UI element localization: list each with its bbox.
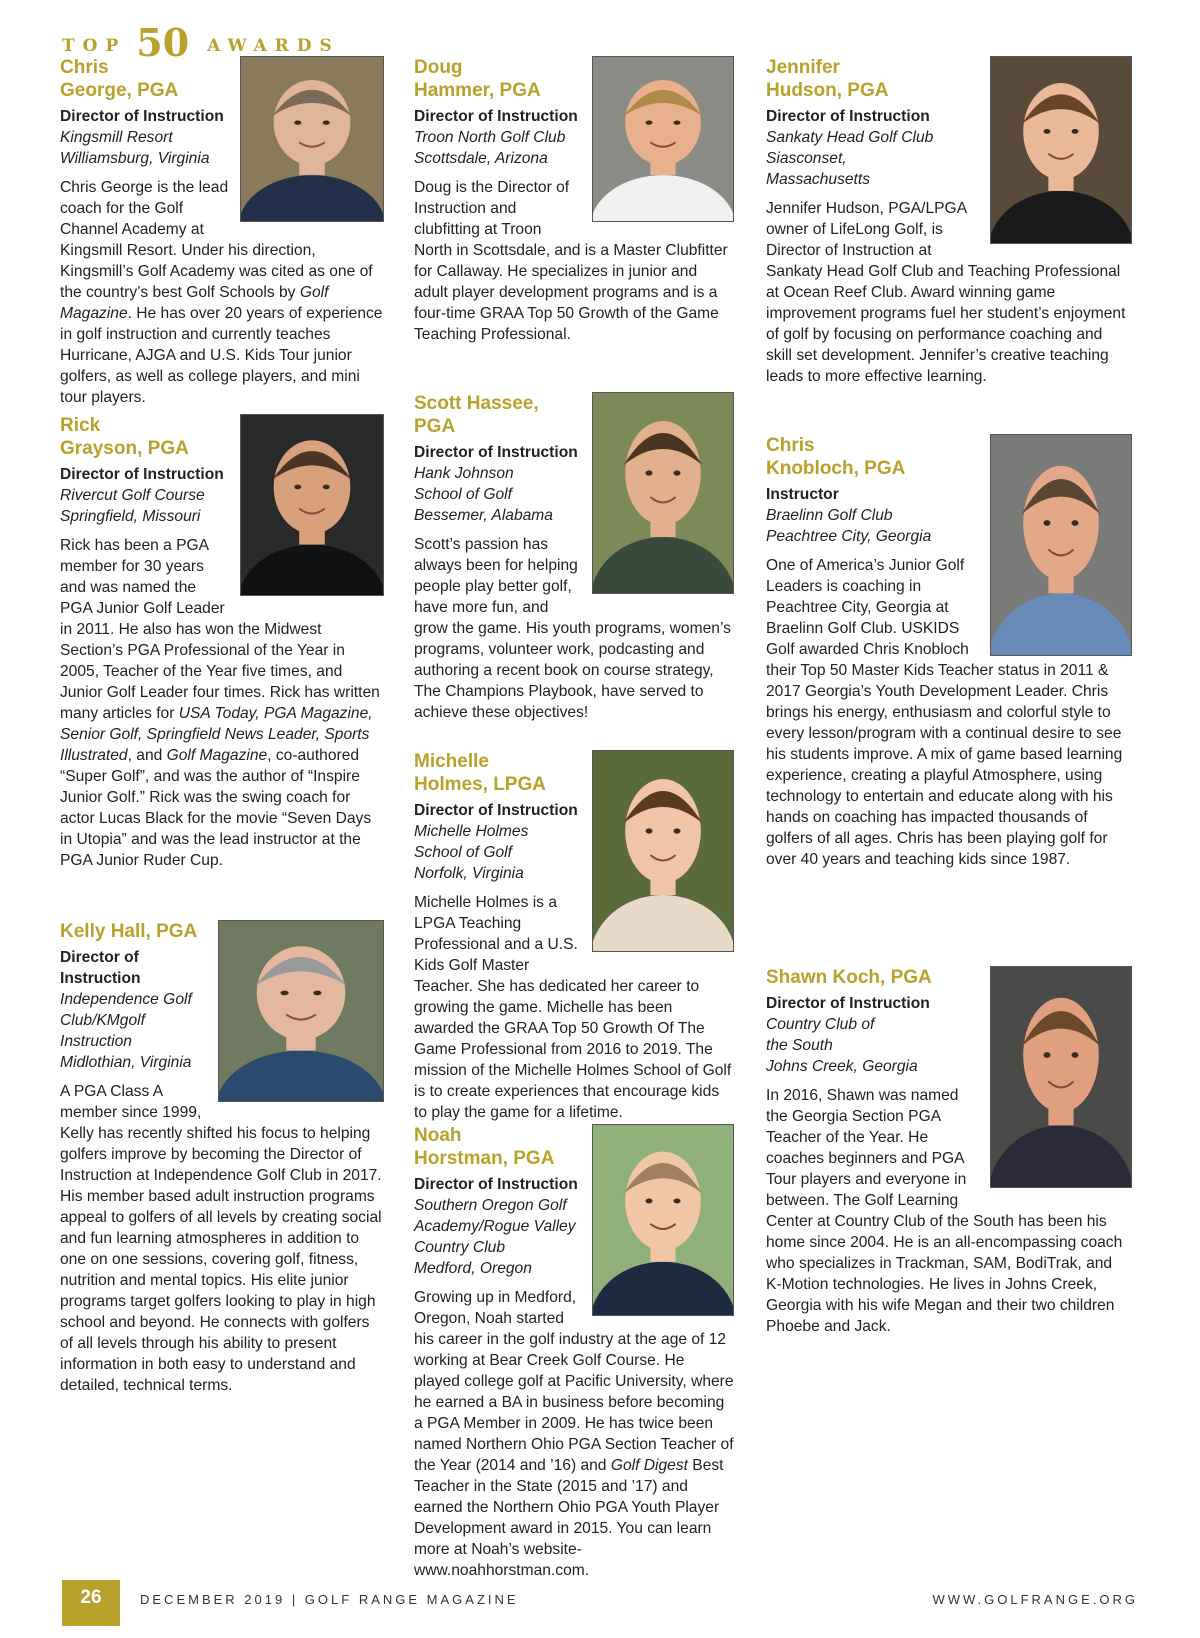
issue-label: DECEMBER 2019 | GOLF RANGE MAGAZINE	[140, 1592, 519, 1607]
profile-title: Director of Instruction	[60, 108, 224, 125]
profile-photo	[990, 966, 1132, 1188]
profile-doug-hammer	[414, 56, 734, 345]
profile-photo	[990, 56, 1132, 244]
profile-venue: Country Club of the South Johns Creek, Georgia	[766, 1016, 918, 1075]
profile-venue: Independence Golf Club/KMgolf Instruction Midlothian, Virginia	[60, 991, 192, 1071]
profile-name: Michelle Holmes, LPGA	[414, 751, 546, 795]
profile-photo	[240, 56, 384, 222]
profile-name: Noah Horstman, PGA	[414, 1125, 555, 1169]
profile-bio: In 2016, Shawn was named the Georgia Section PGA Teacher of the Year. He coaches beginners and PGA Tour players and everyone in between. The Golf Learning Center at Country Club of the South has been his home since 2004. He is an all-encompassing coach who specializes in Trackman, SAM, BodiTrak, and K-Motion technologies. He lives in Johns Creek, Georgia with his wife Megan and their two children Phoebe and Jack.	[766, 1087, 1123, 1335]
header-top-label: TOP	[62, 36, 127, 56]
page-footer	[62, 1580, 1138, 1626]
portrait-image	[241, 415, 383, 595]
profile-photo	[592, 392, 734, 594]
profile-bio: A PGA Class A member since 1999, Kelly has recently shifted his focus to helping golfers improve by becoming the Director of Instruction at Independence Golf Club in 2017. His member based adult instruction programs appeal to golfers of all levels by creating social and fun learning atmospheres in addition to one on one sessions, covering golf, fitness, nutrition and mental topics. His elite junior programs target golfers looking to play in high school and beyond. He connects with golfers of all levels through his ability to present information in both easy to understand and detailed, technical terms.	[60, 1083, 382, 1394]
portrait-image	[991, 967, 1131, 1187]
profile-name: Doug Hammer, PGA	[414, 57, 541, 101]
header-awards-label: AWARDS	[207, 36, 340, 56]
profile-bio: Scott’s passion has always been for helping people play better golf, have more fun, and grow the game. His youth programs, women’s programs, volunteer work, podcasting and authoring a recent book on course strategy, The Champions Playbook, have served to achieve these objectives!	[414, 536, 731, 721]
profile-title: Instructor	[766, 486, 839, 503]
profile-name: Rick Grayson, PGA	[60, 415, 189, 459]
profile-title: Director of Instruction	[60, 949, 141, 987]
profile-bio: Doug is the Director of Instruction and clubfitting at Troon North in Scottsdale, and is a Master Clubfitter for Callaway. He specializes in junior and adult player development programs and is a four-time GRAA Top 50 Growth of the Game Teaching Professional.	[414, 179, 728, 343]
portrait-image	[593, 57, 733, 221]
page-number: 26	[62, 1580, 120, 1626]
profile-title: Director of Instruction	[766, 108, 930, 125]
profile-venue: Rivercut Golf Course Springfield, Missouri	[60, 487, 205, 525]
profile-michelle-holmes	[414, 750, 734, 1123]
profile-noah-horstman	[414, 1124, 734, 1581]
profile-name: Chris Knobloch, PGA	[766, 435, 906, 479]
profile-name: Shawn Koch, PGA	[766, 967, 932, 988]
profile-kelly-hall	[60, 920, 384, 1396]
profile-venue: Michelle Holmes School of Golf Norfolk, Virginia	[414, 823, 529, 882]
profile-name: Chris George, PGA	[60, 57, 179, 101]
website-link[interactable]: WWW.GOLFRANGE.ORG	[932, 1592, 1138, 1607]
profile-scott-hassee	[414, 392, 734, 723]
profile-venue: Troon North Golf Club Scottsdale, Arizona	[414, 129, 566, 167]
profile-bio: Rick has been a PGA member for 30 years and was named the PGA Junior Golf Leader in 2011. He also has won the Midwest Section’s PGA Professional of the Year in 2005, Teacher of the Year five times, and Junior Golf Leader four times. Rick has written many articles for USA Today, PGA Magazine, Senior Golf, Springfield News Leader, Sports Illustrated, and Golf Magazine, co-authored “Super Golf”, and was the author of “Inspire Junior Golf.” Rick was the swing coach for actor Lucas Black for the movie “Seven Days in Utopia” and was the lead instructor at the PGA Junior Ruder Cup.	[60, 537, 380, 869]
profile-bio: Jennifer Hudson, PGA/LPGA owner of LifeLong Golf, is Director of Instruction at Sankaty Head Golf Club and Teaching Professional at Ocean Reef Club. Award winning game improvement programs fuel her student’s enjoyment of golf by focusing on performance coaching and skill set development. Jennifer’s creative teaching leads to more effective learning.	[766, 200, 1126, 385]
profile-venue: Southern Oregon Golf Academy/Rogue Valley Country Club Medford, Oregon	[414, 1197, 576, 1277]
portrait-image	[219, 921, 383, 1101]
profile-chris-knobloch	[766, 434, 1132, 870]
profile-photo	[990, 434, 1132, 656]
portrait-image	[241, 57, 383, 221]
profile-venue: Sankaty Head Golf Club Siasconset, Massachusetts	[766, 129, 934, 188]
header-number: 50	[136, 20, 190, 65]
profile-chris-george	[60, 56, 384, 408]
profile-title: Director of Instruction	[766, 995, 930, 1012]
profile-bio: Growing up in Medford, Oregon, Noah started his career in the golf industry at the age of 12 working at Bear Creek Golf Course. He played college golf at Pacific University, where he earned a BA in business before becoming a PGA Member in 2009. He has twice been named Northern Ohio PGA Section Teacher of the Year (2014 and ’16) and Golf Digest Best Teacher in the State (2015 and ’17) and earned the Northern Ohio PGA Youth Player Development award in 2015. You can learn more at Noah’s website- www.noahhorstman.com.	[414, 1289, 734, 1579]
profile-name: Jennifer Hudson, PGA	[766, 57, 889, 101]
profile-name: Kelly Hall, PGA	[60, 921, 198, 942]
profile-name: Scott Hassee, PGA	[414, 393, 539, 437]
profile-photo	[592, 56, 734, 222]
profile-title: Director of Instruction	[60, 466, 224, 483]
portrait-image	[593, 393, 733, 593]
profile-photo	[240, 414, 384, 596]
profile-photo	[218, 920, 384, 1102]
profile-shawn-koch	[766, 966, 1132, 1337]
profile-bio: Chris George is the lead coach for the Golf Channel Academy at Kingsmill Resort. Under his direction, Kingsmill’s Golf Academy was cited as one of the country’s best Golf Schools by Golf Magazine. He has over 20 years of experience in golf instruction and currently teaches Hurricane, AJGA and U.S. Kids Tour junior golfers, as well as college players, and mini tour players.	[60, 179, 383, 406]
profile-rick-grayson	[60, 414, 384, 871]
profile-bio: One of America’s Junior Golf Leaders is coaching in Peachtree City, Georgia at Braelinn Golf Club. USKIDS Golf awarded Chris Knobloch their Top 50 Master Kids Teacher status in 2011 & 2017 Georgia’s Youth Development Leader. Chris brings his energy, enthusiasm and colorful style to every lesson/program with a continual desire to see his students improve. A mix of game based learning experience, creating a playful Atmosphere, using technology to entertain and educate along with his hands on coaching has impacted thousands of golfers of all ages. Chris has been playing golf for over 40 years and teaching kids since 1987.	[766, 557, 1123, 868]
profile-title: Director of Instruction	[414, 802, 578, 819]
profile-photo	[592, 1124, 734, 1316]
profile-title: Director of Instruction	[414, 108, 578, 125]
profile-venue: Braelinn Golf Club Peachtree City, Georgia	[766, 507, 932, 545]
portrait-image	[593, 751, 733, 951]
portrait-image	[593, 1125, 733, 1315]
profile-photo	[592, 750, 734, 952]
profile-venue: Hank Johnson School of Golf Bessemer, Alabama	[414, 465, 553, 524]
portrait-image	[991, 435, 1131, 655]
portrait-image	[991, 57, 1131, 243]
profile-title: Director of Instruction	[414, 1176, 578, 1193]
profile-bio: Michelle Holmes is a LPGA Teaching Professional and a U.S. Kids Golf Master Teacher. She has dedicated her career to growing the game. Michelle has been awarded the GRAA Top 50 Growth Of The Game Professional from 2016 to 2019. The mission of the Michelle Holmes School of Golf is to create experiences that encourage kids to play the game for a lifetime.	[414, 894, 732, 1121]
profile-venue: Kingsmill Resort Williamsburg, Virginia	[60, 129, 210, 167]
profile-title: Director of Instruction	[414, 444, 578, 461]
profile-jennifer-hudson	[766, 56, 1132, 387]
